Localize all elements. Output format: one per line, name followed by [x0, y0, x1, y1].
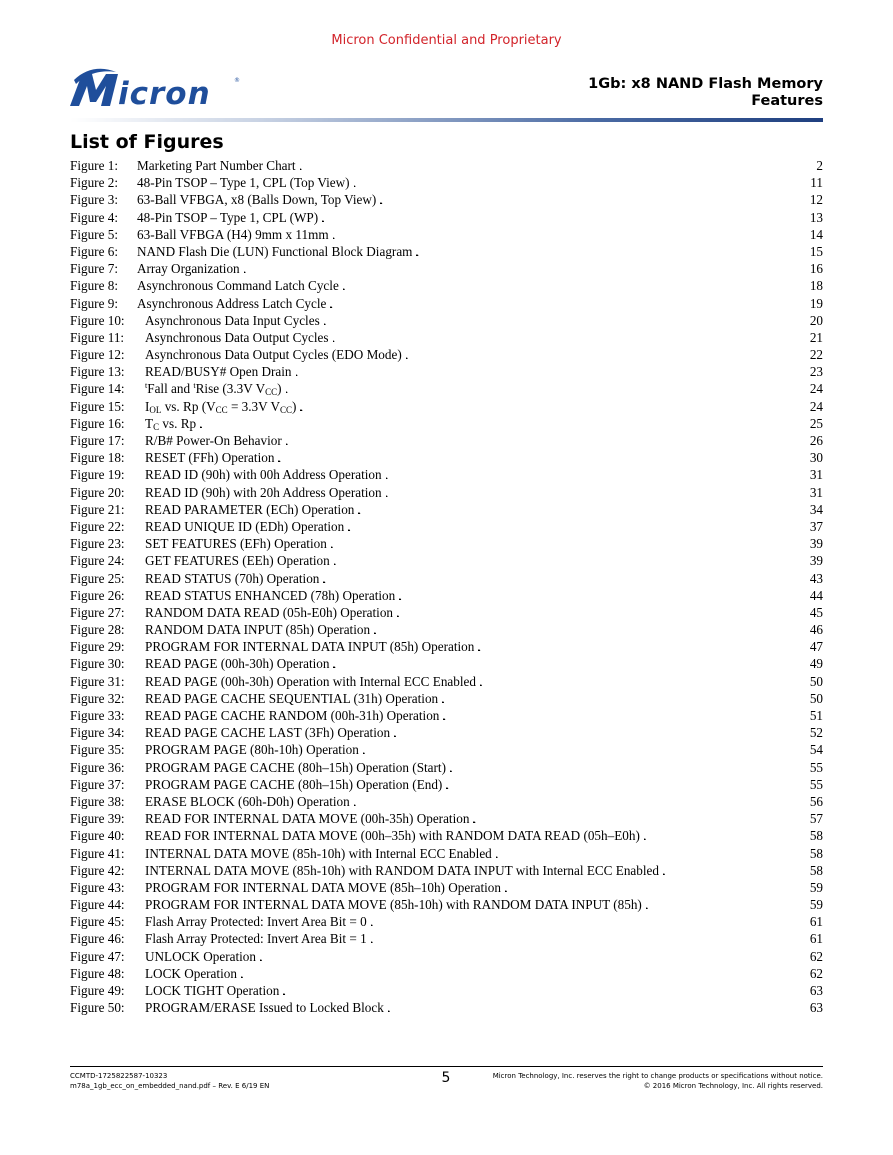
dot-leader — [663, 864, 799, 881]
dot-leader — [324, 314, 799, 331]
figure-title — [145, 380, 282, 397]
figure-page-number: 16 — [809, 261, 823, 277]
figure-number: Figure 14: — [70, 381, 125, 397]
figure-title: UNLOCK Operation — [145, 948, 256, 964]
figure-number: Figure 45: — [70, 914, 125, 930]
figure-page-number: 62 — [809, 965, 823, 981]
footer-rule — [70, 1066, 823, 1067]
figure-list-item[interactable] — [70, 930, 823, 947]
figure-page-number: 37 — [809, 518, 823, 534]
dot-leader — [300, 400, 799, 417]
dot-leader — [371, 932, 799, 949]
figure-page-number: 39 — [809, 536, 823, 552]
figure-page-number: 46 — [809, 622, 823, 638]
figure-list-item[interactable] — [70, 174, 823, 191]
figure-page-number: 55 — [809, 776, 823, 792]
figure-list-item[interactable] — [70, 999, 823, 1016]
figure-page-number: 57 — [809, 811, 823, 827]
figure-number: Figure 2: — [70, 175, 118, 191]
figure-title: 63-Ball VFBGA (H4) 9mm x 11mm — [137, 226, 329, 242]
figure-number: Figure 31: — [70, 673, 125, 689]
dot-leader — [322, 211, 799, 228]
figure-number: Figure 38: — [70, 793, 125, 809]
figure-list-item[interactable] — [70, 209, 823, 226]
footer-doc-filename: m78a_1gb_ecc_on_embedded_nand.pdf – Rev. E 6/19 EN — [70, 1082, 270, 1090]
figure-title: SET FEATURES (EFh) Operation — [145, 536, 327, 552]
figure-list-item[interactable] — [70, 329, 823, 346]
dot-leader — [260, 950, 799, 967]
figure-list-item[interactable] — [70, 655, 823, 672]
figure-number: Figure 48: — [70, 965, 125, 981]
figure-number: Figure 5: — [70, 226, 118, 242]
dot-leader — [388, 1001, 799, 1018]
figure-list-item[interactable] — [70, 810, 823, 827]
figure-list-item[interactable] — [70, 896, 823, 913]
list-heading: List of Figures — [70, 131, 224, 153]
figure-title: READ PAGE CACHE LAST (3Fh) Operation — [145, 725, 391, 741]
document-title-line1: 1Gb: x8 NAND Flash Memory — [588, 76, 823, 92]
dot-leader — [386, 468, 799, 485]
footer-disclaimer: Micron Technology, Inc. reserves the right to change products or specifications without notice. — [492, 1072, 823, 1080]
dot-leader — [286, 382, 799, 399]
document-title — [588, 76, 823, 110]
figure-page-number: 47 — [809, 639, 823, 655]
micron-logo — [68, 66, 244, 110]
figure-title-part: vs. Rp (V — [161, 398, 216, 414]
figure-page-number: 59 — [809, 897, 823, 913]
figure-number: Figure 15: — [70, 398, 125, 414]
micron-logo-mark — [70, 69, 118, 106]
figure-page-number: 26 — [809, 433, 823, 448]
figure-number: Figure 12: — [70, 347, 125, 363]
figure-number: Figure 26: — [70, 587, 125, 603]
footer-doc-id: CCMTD-1725822587-10323 — [70, 1072, 168, 1080]
figure-title: READ PAGE CACHE SEQUENTIAL (31h) Operation — [145, 690, 439, 706]
figure-list-item[interactable] — [70, 776, 823, 793]
micron-logo-wordmark: icron — [118, 76, 211, 110]
figure-page-number: 63 — [809, 983, 823, 998]
figure-title: READ PARAMETER (ECh) Operation — [145, 501, 355, 517]
figure-title: PROGRAM PAGE (80h-10h) Operation — [145, 742, 359, 758]
dot-leader — [330, 297, 799, 314]
dot-leader — [480, 675, 799, 692]
figure-page-number: 62 — [809, 948, 823, 964]
figure-title: LOCK Operation — [145, 965, 237, 981]
figure-page-number: 43 — [809, 570, 823, 586]
figure-title-part: T — [145, 415, 154, 431]
figure-page-number: 30 — [809, 450, 823, 466]
figure-number: Figure 37: — [70, 776, 125, 792]
figure-page-number: 19 — [809, 295, 823, 311]
figure-page-number: 58 — [809, 845, 823, 861]
figure-page-number: 39 — [809, 553, 823, 569]
figure-title: Asynchronous Address Latch Cycle — [137, 295, 327, 311]
figure-list-item[interactable] — [70, 587, 823, 604]
figure-list-item[interactable] — [70, 484, 823, 501]
figure-number: Figure 22: — [70, 518, 125, 534]
dot-leader — [354, 176, 799, 193]
figure-title: INTERNAL DATA MOVE (85h-10h) with RANDOM DATA INPUT with Internal ECC Enabled — [145, 862, 659, 878]
figure-page-number: 50 — [809, 673, 823, 689]
figure-title: READ UNIQUE ID (EDh) Operation — [145, 518, 345, 534]
dot-leader — [406, 348, 799, 365]
dot-leader — [331, 537, 799, 554]
figure-list-item[interactable] — [70, 982, 823, 999]
figure-title: Marketing Part Number Chart — [137, 158, 296, 173]
figure-number: Figure 40: — [70, 828, 125, 844]
dot-leader — [394, 726, 799, 743]
figure-number: Figure 3: — [70, 192, 118, 208]
figure-number: Figure 28: — [70, 622, 125, 638]
figure-page-number: 23 — [809, 364, 823, 380]
figure-page-number: 58 — [809, 862, 823, 878]
figure-title: READ STATUS (70h) Operation — [145, 570, 320, 586]
figure-list-item[interactable] — [70, 965, 823, 982]
figure-list-item[interactable] — [70, 948, 823, 965]
figure-list-item[interactable] — [70, 673, 823, 690]
figure-title-part: Rise (3.3V V — [195, 381, 266, 397]
figure-list-item[interactable] — [70, 913, 823, 930]
figure-title: Asynchronous Data Input Cycles — [145, 312, 320, 328]
dot-leader — [286, 434, 799, 451]
figure-number: Figure 33: — [70, 708, 125, 723]
figure-list-item[interactable] — [70, 793, 823, 810]
figure-list-item[interactable] — [70, 879, 823, 896]
figure-page-number: 59 — [809, 879, 823, 895]
figure-number: Figure 13: — [70, 364, 125, 380]
figure-list-item[interactable] — [70, 398, 823, 415]
figure-list-item[interactable] — [70, 466, 823, 483]
figure-page-number: 13 — [809, 209, 823, 225]
figure-page-number: 31 — [809, 484, 823, 500]
figure-page-number: 21 — [809, 329, 823, 345]
figure-title-part: CC — [215, 404, 228, 415]
figure-number: Figure 6: — [70, 243, 118, 259]
figure-title: Flash Array Protected: Invert Area Bit = 0 — [145, 914, 367, 930]
figure-page-number: 34 — [809, 501, 823, 517]
footer-copyright: © 2016 Micron Technology, Inc. All rights reserved. — [643, 1082, 823, 1090]
figure-title: READ FOR INTERNAL DATA MOVE (00h-35h) Operation — [145, 811, 470, 827]
figure-number: Figure 20: — [70, 484, 125, 500]
figure-title-part: ) — [277, 381, 282, 397]
figure-list-item[interactable] — [70, 312, 823, 329]
dot-leader — [416, 245, 799, 262]
figure-list-item[interactable] — [70, 552, 823, 569]
figure-page-number: 55 — [809, 759, 823, 775]
figure-page-number: 45 — [809, 604, 823, 620]
figure-title: RANDOM DATA INPUT (85h) Operation — [145, 622, 371, 638]
figure-list-item[interactable] — [70, 501, 823, 518]
figure-page-number: 52 — [809, 725, 823, 741]
footer-doc-info — [70, 1071, 269, 1091]
figure-page-number: 11 — [810, 175, 823, 191]
document-title-line2: Features — [751, 93, 823, 109]
figure-title-part: vs. Rp — [159, 415, 197, 431]
figure-page-number: 20 — [809, 312, 823, 328]
dot-leader — [386, 486, 799, 503]
dot-leader — [446, 778, 799, 795]
dot-leader — [442, 692, 799, 709]
confidential-notice: Micron Confidential and Proprietary — [331, 33, 562, 48]
figure-list-item[interactable] — [70, 363, 823, 380]
figure-page-number: 12 — [809, 192, 823, 208]
figure-title: READ PAGE (00h-30h) Operation — [145, 656, 330, 672]
figure-list-item[interactable] — [70, 295, 823, 312]
footer-legal — [493, 1071, 823, 1091]
figure-title: PROGRAM FOR INTERNAL DATA MOVE (85h-10h) with RANDOM DATA INPUT (85h) — [145, 897, 642, 913]
figure-number: Figure 21: — [70, 501, 125, 517]
figure-list-item[interactable] — [70, 415, 823, 432]
dot-leader — [241, 967, 799, 984]
figure-title: PROGRAM FOR INTERNAL DATA INPUT (85h) Operation — [145, 639, 475, 655]
figure-list-item[interactable] — [70, 638, 823, 655]
dot-leader — [450, 761, 799, 778]
figure-number: Figure 36: — [70, 759, 125, 775]
figure-title: Asynchronous Command Latch Cycle — [137, 278, 339, 294]
dot-leader — [343, 279, 799, 296]
figure-list-item[interactable] — [70, 535, 823, 552]
dot-leader — [348, 520, 799, 537]
figure-title: READ/BUSY# Open Drain — [145, 364, 292, 380]
figure-title: INTERNAL DATA MOVE (85h-10h) with Internal ECC Enabled — [145, 845, 492, 861]
figure-number: Figure 35: — [70, 742, 125, 758]
dot-leader — [200, 417, 799, 434]
figure-number: Figure 1: — [70, 158, 118, 173]
figure-number: Figure 19: — [70, 467, 125, 483]
figure-list — [70, 157, 823, 1016]
dot-leader — [358, 503, 799, 520]
figure-title: NAND Flash Die (LUN) Functional Block Diagram — [137, 243, 413, 259]
figure-page-number: 61 — [809, 931, 823, 947]
figure-title: R/B# Power-On Behavior — [145, 433, 282, 448]
dot-leader — [296, 365, 799, 382]
figure-list-item[interactable] — [70, 191, 823, 208]
dot-leader — [399, 589, 799, 606]
figure-number: Figure 4: — [70, 209, 118, 225]
figure-page-number: 51 — [809, 708, 823, 723]
figure-page-number: 14 — [809, 226, 823, 242]
figure-number: Figure 18: — [70, 450, 125, 466]
figure-title: PROGRAM FOR INTERNAL DATA MOVE (85h–10h) Operation — [145, 879, 501, 895]
figure-title: ERASE BLOCK (60h-D0h) Operation — [145, 793, 350, 809]
figure-list-item[interactable] — [70, 741, 823, 758]
figure-page-number: 58 — [809, 828, 823, 844]
figure-number: Figure 30: — [70, 656, 125, 672]
figure-number: Figure 7: — [70, 261, 118, 277]
figure-title: Asynchronous Data Output Cycles (EDO Mode) — [145, 347, 402, 363]
figure-title: PROGRAM PAGE CACHE (80h–15h) Operation (End) — [145, 776, 443, 792]
figure-title: READ ID (90h) with 00h Address Operation — [145, 467, 382, 483]
figure-title-part: = 3.3V V — [227, 398, 281, 414]
figure-page-number: 2 — [816, 158, 823, 173]
figure-title: READ STATUS ENHANCED (78h) Operation — [145, 587, 396, 603]
figure-number: Figure 25: — [70, 570, 125, 586]
figure-list-item[interactable] — [70, 759, 823, 776]
figure-number: Figure 23: — [70, 536, 125, 552]
figure-title: 48-Pin TSOP – Type 1, CPL (WP) — [137, 209, 319, 225]
figure-list-item[interactable] — [70, 570, 823, 587]
figure-page-number: 50 — [809, 690, 823, 706]
figure-title-part: I — [145, 398, 150, 414]
figure-title-part: OL — [149, 404, 162, 415]
figure-title: READ ID (90h) with 20h Address Operation — [145, 484, 382, 500]
dot-leader — [380, 193, 799, 210]
figure-title-part: t — [193, 381, 196, 391]
figure-number: Figure 41: — [70, 845, 125, 861]
dot-leader — [300, 159, 799, 176]
figure-number: Figure 27: — [70, 604, 125, 620]
figure-number: Figure 32: — [70, 690, 125, 706]
dot-leader — [397, 606, 799, 623]
dot-leader — [371, 915, 799, 932]
figure-title: 63-Ball VFBGA, x8 (Balls Down, Top View) — [137, 192, 377, 208]
figure-title-part: CC — [280, 404, 293, 415]
figure-list-item[interactable] — [70, 827, 823, 844]
figure-title-part: ) — [292, 398, 297, 414]
figure-page-number: 22 — [809, 347, 823, 363]
figure-title-part: CC — [265, 387, 278, 398]
figure-list-item[interactable] — [70, 157, 823, 174]
figure-page-number: 24 — [809, 398, 823, 414]
figure-list-item[interactable] — [70, 380, 823, 397]
figure-number: Figure 46: — [70, 931, 125, 947]
figure-page-number: 31 — [809, 467, 823, 483]
figure-list-item[interactable] — [70, 862, 823, 879]
figure-page-number: 56 — [809, 793, 823, 809]
figure-list-item[interactable] — [70, 226, 823, 243]
dot-leader — [646, 898, 799, 915]
figure-title: Array Organization — [137, 261, 240, 277]
figure-page-number: 49 — [809, 656, 823, 672]
figure-title: Flash Array Protected: Invert Area Bit = 1 — [145, 931, 367, 947]
figure-number: Figure 24: — [70, 553, 125, 569]
figure-title: READ PAGE CACHE RANDOM (00h-31h) Operation — [145, 708, 440, 723]
figure-list-item[interactable] — [70, 621, 823, 638]
figure-page-number: 44 — [809, 587, 823, 603]
figure-title-part: C — [153, 421, 160, 432]
figure-list-item[interactable] — [70, 707, 823, 724]
figure-title-part: t — [145, 381, 148, 391]
figure-number: Figure 9: — [70, 295, 118, 311]
figure-number: Figure 49: — [70, 983, 125, 998]
figure-list-item[interactable] — [70, 243, 823, 260]
figure-title: LOCK TIGHT Operation — [145, 983, 280, 998]
figure-number: Figure 10: — [70, 312, 125, 328]
figure-page-number: 61 — [809, 914, 823, 930]
figure-list-item[interactable] — [70, 690, 823, 707]
svg-text:®: ® — [234, 77, 240, 84]
figure-number: Figure 50: — [70, 1000, 125, 1016]
figure-title: 48-Pin TSOP – Type 1, CPL (Top View) — [137, 175, 350, 191]
dot-leader — [478, 640, 799, 657]
figure-list-item[interactable] — [70, 724, 823, 741]
figure-page-number: 25 — [809, 415, 823, 431]
figure-number: Figure 11: — [70, 329, 125, 345]
figure-page-number: 24 — [809, 381, 823, 397]
figure-number: Figure 29: — [70, 639, 125, 655]
figure-title: PROGRAM/ERASE Issued to Locked Block — [145, 1000, 384, 1016]
figure-list-item[interactable] — [70, 432, 823, 449]
figure-number: Figure 42: — [70, 862, 125, 878]
figure-title: READ FOR INTERNAL DATA MOVE (00h–35h) with RANDOM DATA READ (05h–E0h) — [145, 828, 640, 844]
figure-number: Figure 47: — [70, 948, 125, 964]
dot-leader — [644, 829, 799, 846]
figure-number: Figure 44: — [70, 897, 125, 913]
figure-number: Figure 39: — [70, 811, 125, 827]
figure-title: PROGRAM PAGE CACHE (80h–15h) Operation (Start) — [145, 759, 446, 775]
figure-page-number: 18 — [809, 278, 823, 294]
figure-list-item[interactable] — [70, 518, 823, 535]
figure-title — [145, 398, 296, 415]
figure-title-part: Fall and — [147, 381, 194, 397]
figure-title: Asynchronous Data Output Cycles — [145, 329, 329, 345]
figure-title: GET FEATURES (EEh) Operation — [145, 553, 330, 569]
figure-title: READ PAGE (00h-30h) Operation with Internal ECC Enabled — [145, 673, 476, 689]
figure-list-item[interactable] — [70, 845, 823, 862]
figure-list-item[interactable] — [70, 346, 823, 363]
figure-list-item[interactable] — [70, 277, 823, 294]
figure-number: Figure 43: — [70, 879, 125, 895]
figure-title — [145, 415, 196, 432]
figure-page-number: 63 — [809, 1000, 823, 1016]
figure-list-item[interactable] — [70, 260, 823, 277]
figure-number: Figure 8: — [70, 278, 118, 294]
figure-number: Figure 16: — [70, 415, 125, 431]
figure-page-number: 54 — [809, 742, 823, 758]
figure-title: RANDOM DATA READ (05h-E0h) Operation — [145, 604, 394, 620]
figure-number: Figure 17: — [70, 433, 125, 448]
dot-leader — [443, 709, 799, 726]
figure-title: RESET (FFh) Operation — [145, 450, 275, 466]
figure-number: Figure 34: — [70, 725, 125, 741]
page-number: 5 — [441, 1070, 451, 1086]
header-rule — [70, 118, 823, 122]
dot-leader — [333, 331, 800, 348]
figure-list-item[interactable] — [70, 449, 823, 466]
figure-list-item[interactable] — [70, 604, 823, 621]
figure-page-number: 15 — [809, 243, 823, 259]
dot-leader — [334, 554, 799, 571]
